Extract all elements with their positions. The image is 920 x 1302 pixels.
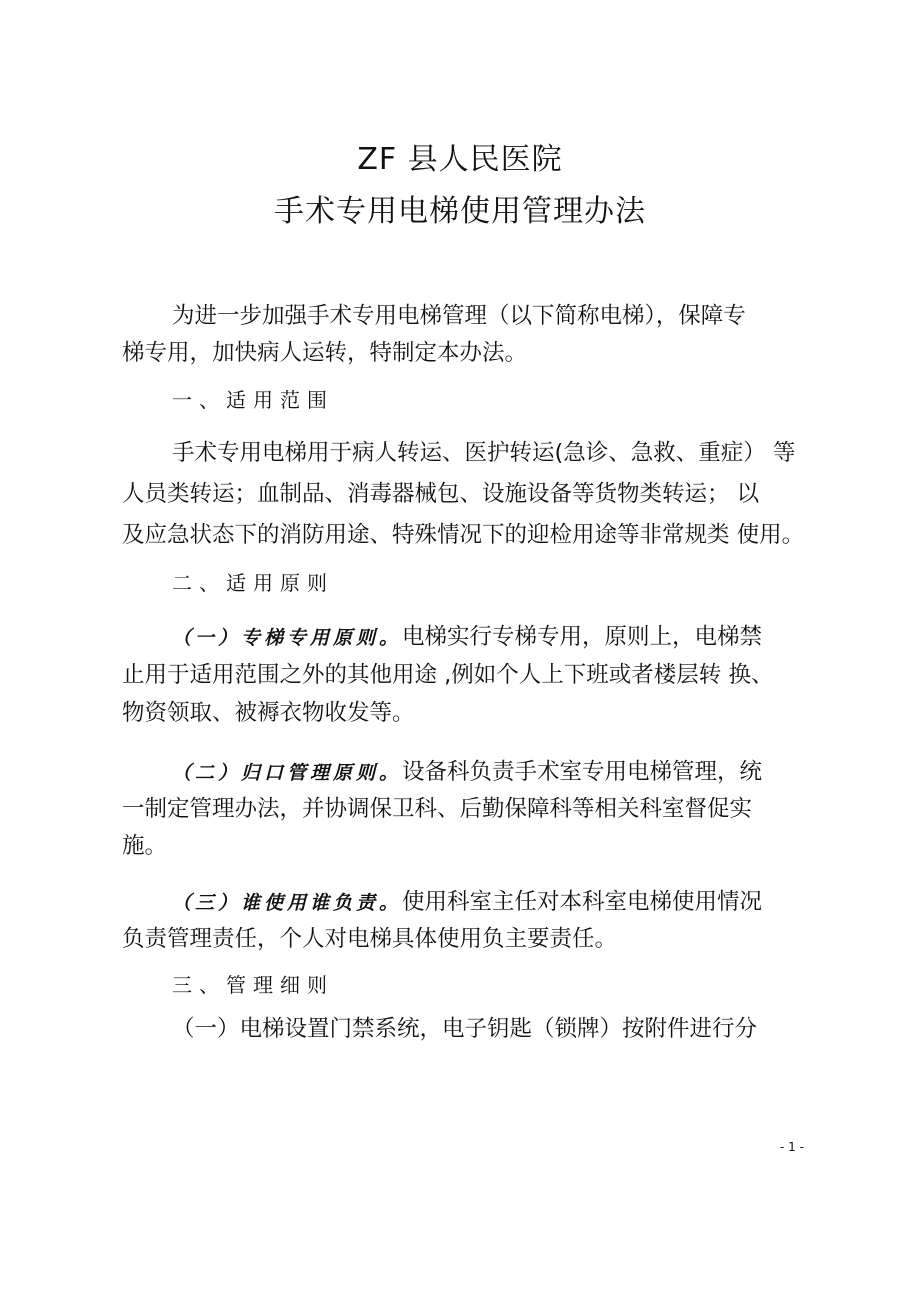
principle-1-line-2: 止用于适用范围之外的其他用途 ,例如个人上下班或者楼层转 换、 bbox=[122, 662, 774, 688]
section-heading-scope: 一、适用范围 bbox=[172, 388, 334, 412]
page-number: - 1 - bbox=[780, 1140, 804, 1154]
principle-2-line-1 bbox=[172, 757, 762, 788]
principle-2-line-3: 施。 bbox=[122, 833, 168, 859]
principle-2-text: 设备科负责手术室专用电梯管理，统 bbox=[402, 759, 763, 785]
section-heading-rules: 三、管理细则 bbox=[172, 973, 334, 997]
principle-1-line-3: 物资领取、被褥衣物收发等。 bbox=[122, 700, 415, 726]
title-hospital: ZF 县人民医院 bbox=[357, 142, 563, 177]
scope-line-3: 及应急状态下的消防用途、特殊情况下的迎检用途等非常规类 使用。 bbox=[122, 522, 805, 548]
intro-line-2: 梯专用，加快病人运转，特制定本办法。 bbox=[122, 340, 528, 366]
principle-3-line-2: 负责管理责任，个人对电梯具体使用负主要责任。 bbox=[122, 926, 618, 952]
rules-line-1: （一）电梯设置门禁系统，电子钥匙（锁牌）按附件进行分 bbox=[172, 1016, 758, 1042]
principle-3-line-1 bbox=[172, 887, 762, 918]
title-regulation: 手术专用电梯使用管理办法 bbox=[274, 194, 646, 229]
principle-3-lead: （三）谁使用谁负责。 bbox=[172, 892, 403, 914]
principle-1-lead: （一）专梯专用原则。 bbox=[172, 627, 403, 649]
scope-line-2: 人员类转运；血制品、消毒器械包、设施设备等货物类转运； 以 bbox=[122, 481, 760, 507]
principle-1-line-1 bbox=[172, 622, 762, 653]
section-heading-principles: 二、适用原则 bbox=[172, 571, 334, 595]
principle-2-lead: （二）归口管理原则。 bbox=[172, 762, 403, 784]
principle-2-line-2: 一制定管理办法，并协调保卫科、后勤保障科等相关科室督促实 bbox=[122, 796, 753, 822]
principle-1-text: 电梯实行专梯专用，原则上，电梯禁 bbox=[402, 624, 763, 650]
principle-3-text: 使用科室主任对本科室电梯使用情况 bbox=[402, 889, 763, 915]
intro-line-1: 为进一步加强手术专用电梯管理（以下简称电梯），保障专 bbox=[172, 303, 746, 329]
scope-line-1: 手术专用电梯用于病人转运、医护转运(急诊、急救、重症） 等 bbox=[172, 440, 796, 466]
